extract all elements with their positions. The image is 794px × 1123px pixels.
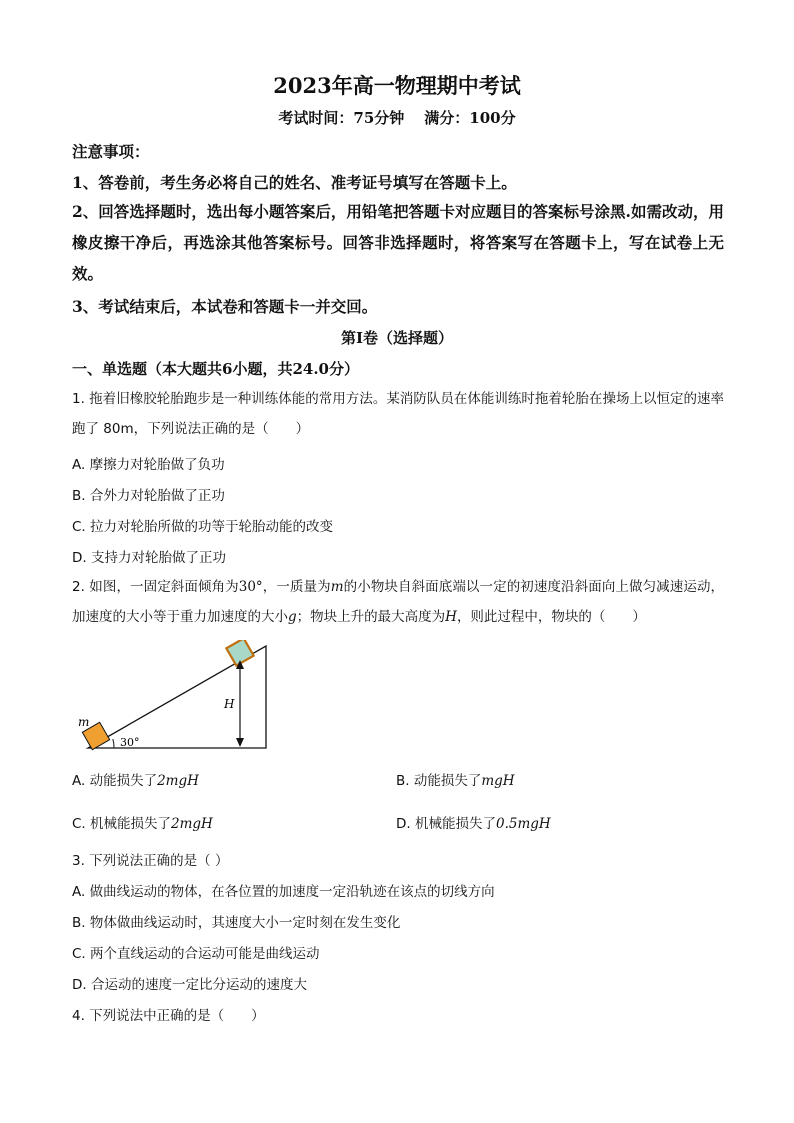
q2-angle: 30° <box>238 579 263 595</box>
question-3-option-d: D. 合运动的速度一定比分运动的速度大 <box>72 977 307 993</box>
question-1-stem: 1. 拖着旧橡胶轮胎跑步是一种训练体能的常用方法。某消防队员在体能训练时拖着轮胎在操场上以恒定的速率跑了 80m，下列说法正确的是（ ） <box>72 391 724 437</box>
note-item-1: 1、答卷前，考生务必将自己的姓名、准考证号填写在答题卡上。 <box>72 173 517 192</box>
height-label: H <box>224 697 235 711</box>
question-1-option-c: C. 拉力对轮胎所做的功等于轮胎动能的改变 <box>72 519 334 535</box>
option-math: 2mgH <box>171 816 213 832</box>
question-4-stem: 4. 下列说法中正确的是（ ） <box>72 1008 265 1024</box>
angle-label: 30° <box>120 736 140 749</box>
exam-subtitle <box>0 107 794 128</box>
full-score: 满分：100分 <box>424 109 516 127</box>
question-3-option-a: A. 做曲线运动的物体，在各位置的加速度一定沿轨迹在该点的切线方向 <box>72 884 495 900</box>
q2-stem-part: ，则此过程中，物块的（ ） <box>456 609 646 625</box>
q2-height: H <box>445 609 457 625</box>
q2-stem-part: ，一质量为 <box>262 579 331 595</box>
question-3-option-b: B. 物体做曲线运动时，其速度大小一定时刻在发生变化 <box>72 915 401 931</box>
option-text: A. 动能损失了 <box>72 773 158 789</box>
exam-title: 2023年高一物理期中考试 <box>273 73 521 98</box>
question-1-option-b: B. 合外力对轮胎做了正功 <box>72 488 225 504</box>
note-item-3: 3、考试结束后，本试卷和答题卡一并交回。 <box>72 297 378 316</box>
angle-arc <box>113 739 114 748</box>
notes-heading: 注意事项： <box>72 142 150 161</box>
q2-stem-part: ；物块上升的最大高度为 <box>296 609 446 625</box>
section-heading: 一、单选题（本大题共6小题，共24.0分） <box>72 360 359 378</box>
option-math: 2mgH <box>157 773 199 789</box>
q2-stem-part: 2. 如图，一固定斜面倾角为 <box>72 579 239 595</box>
question-2-option-c <box>72 812 213 832</box>
question-3-stem: 3. 下列说法正确的是（ ） <box>72 853 229 869</box>
incline-figure <box>78 640 278 752</box>
option-text: C. 机械能损失了 <box>72 816 172 832</box>
q2-stem-part: 的小物块自斜面底端以一定的初速度沿斜面向上做匀减速运动，加速度的大小等于重力加速度的大小 <box>72 579 725 625</box>
part1-title: 第I卷（选择题） <box>340 329 454 347</box>
option-text: B. 动能损失了 <box>396 773 482 789</box>
q2-mass: m <box>330 579 344 595</box>
option-math: 0.5mgH <box>495 816 551 832</box>
question-1-option-d: D. 支持力对轮胎做了正功 <box>72 550 226 566</box>
option-math: mgH <box>481 773 515 789</box>
question-3-option-c: C. 两个直线运动的合运动可能是曲线运动 <box>72 946 320 962</box>
note-item-2: 2、回答选择题时，选出每小题答案后，用铅笔把答题卡对应题目的答案标号涂黑.如需改动，用橡皮擦干净后，再选涂其他答案标号。回答非选择题时，将答案写在答题卡上，写在试卷上无效。 <box>72 202 724 283</box>
q2-gravity: g <box>288 609 297 625</box>
question-1-option-a: A. 摩擦力对轮胎做了负功 <box>72 457 225 473</box>
option-text: D. 机械能损失了 <box>396 816 496 832</box>
question-2-option-b <box>396 769 515 789</box>
exam-time: 考试时间：75分钟 <box>278 109 405 127</box>
question-2-option-a <box>72 769 199 789</box>
height-arrow-bottom <box>236 738 244 747</box>
question-2-option-d <box>396 812 551 832</box>
mass-label: m <box>78 715 90 729</box>
question-2-stem <box>72 572 724 632</box>
